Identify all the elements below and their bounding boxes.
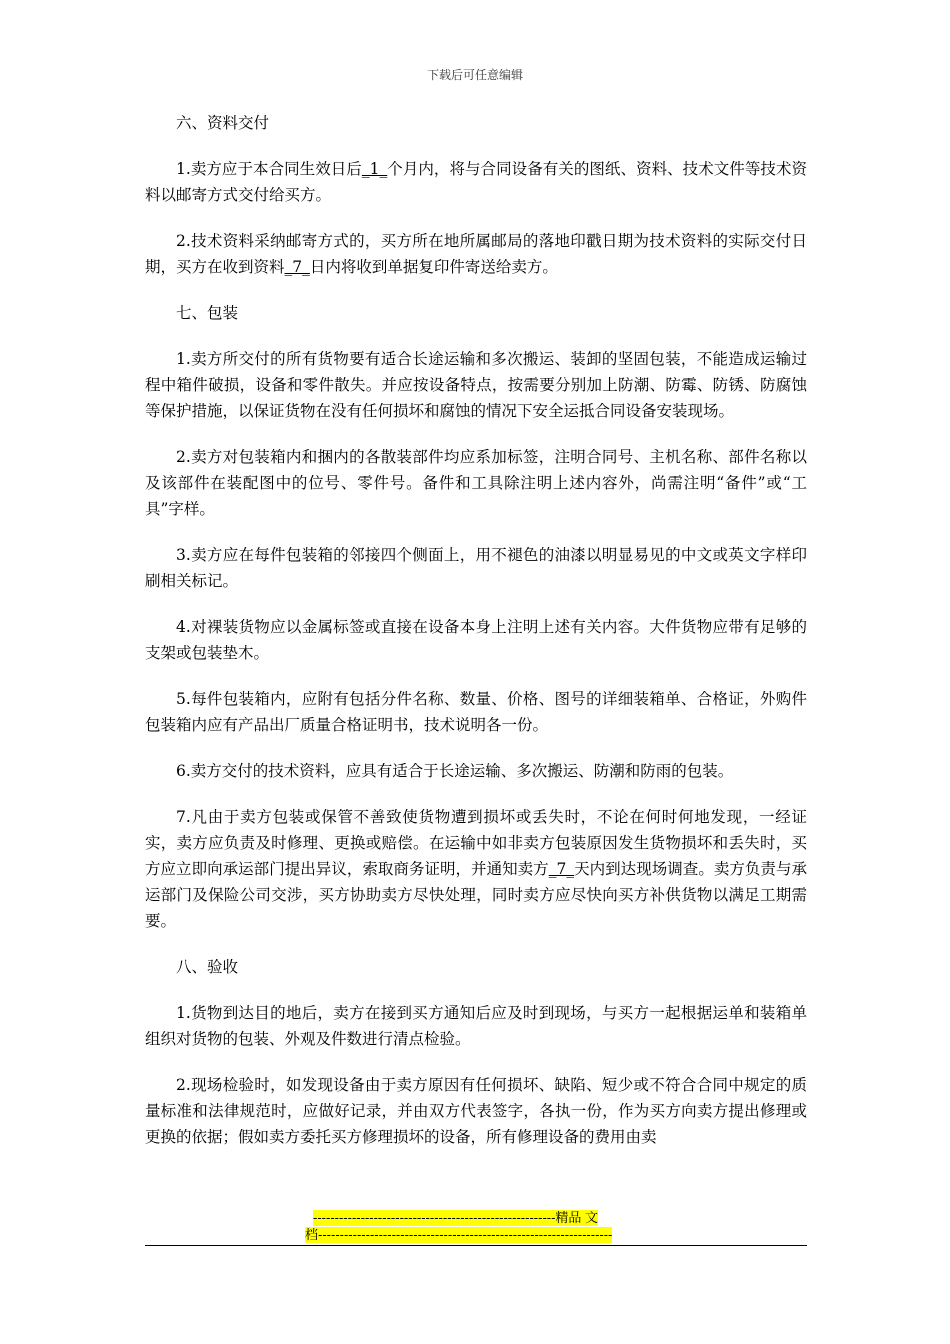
blank-days-7: _7_ bbox=[548, 860, 575, 878]
paragraph-7-7: 7.凡由于卖方包装或保管不善致使货物遭到损坏或丢失时，不论在何时何地发现，一经证实，卖方应负责及时修理、更换或赔偿。在运输中如非卖方包装原因发生货物损坏和丢失时，买方应立即向承运部门提出异议，索取商务证明，并通知卖方_7_天内到达现场调查。卖方负责与承运部门及保险公司交涉，买方协助卖方尽快处理，同时卖方应尽快向买方补供货物以满足工期需要。 bbox=[145, 808, 807, 930]
section-heading-6: 六、资料交付 bbox=[176, 114, 270, 132]
paragraph-7-1: 1.卖方所交付的所有货物要有适合长途运输和多次搬运、装卸的坚固包装，不能造成运输过程中箱件破损，设备和零件散失。并应按设备特点，按需要分别加上防潮、防霉、防锈、防腐蚀等保护措施，以保证货物在没有任何损坏和腐蚀的情况下安全运抵合同设备安装现场。 bbox=[145, 350, 807, 420]
blank-months: _1_ bbox=[361, 160, 388, 178]
paragraph-8-2: 2.现场检验时，如发现设备由于卖方原因有任何损坏、缺陷、短少或不符合合同中规定的质量标准和法律规范时，应做好记录，并由双方代表签字，各执一份，作为买方向卖方提出修理或更换的依据；假如卖方委托买方修理损坏的设备，所有修理设备的费用由卖 bbox=[145, 1076, 807, 1146]
footer-divider bbox=[145, 1245, 807, 1246]
blank-days: _7_ bbox=[284, 258, 310, 276]
section-heading-8: 八、验收 bbox=[176, 958, 239, 976]
paragraph-6-2: 2.技术资料采纳邮寄方式的，买方所在地所属邮局的落地印戳日期为技术资料的实际交付日期，买方在收到资料_7_日内将收到单据复印件寄送给卖方。 bbox=[145, 232, 807, 276]
paragraph-8-1: 1.货物到达目的地后，卖方在接到买方通知后应及时到现场，与买方一起根据运单和装箱单组织对货物的包装、外观及件数进行清点检验。 bbox=[145, 1004, 807, 1048]
paragraph-7-4: 4.对裸装货物应以金属标签或直接在设备本身上注明上述有关内容。大件货物应带有足够的支架或包装垫木。 bbox=[145, 618, 807, 662]
paragraph-7-2: 2.卖方对包装箱内和捆内的各散装部件均应系加标签，注明合同号、主机名称、部件名称以及该部件在装配图中的位号、零件号。备件和工具除注明上述内容外，尚需注明“备件”或“工具”字样。 bbox=[145, 448, 807, 518]
paragraph-7-6: 6.卖方交付的技术资料，应具有适合于长途运输、多次搬运、防潮和防雨的包装。 bbox=[176, 762, 734, 780]
document-body bbox=[145, 110, 807, 1170]
footer-watermark-line-1: --------------------------------------------------------精品 文 bbox=[313, 1210, 599, 1225]
section-heading-7: 七、包装 bbox=[176, 304, 239, 322]
page-header: 下载后可任意编辑 bbox=[426, 68, 523, 82]
paragraph-7-5: 5.每件包装箱内，应附有包括分件名称、数量、价格、图号的详细装箱单、合格证，外购件包装箱内应有产品出厂质量合格证明书，技术说明各一份。 bbox=[145, 690, 807, 734]
footer-watermark-line-2: 档-------------------------------------------------------------------- bbox=[305, 1227, 613, 1242]
paragraph-7-3: 3.卖方应在每件包装箱的邻接四个侧面上，用不褪色的油漆以明显易见的中文或英文字样印刷相关标记。 bbox=[145, 546, 807, 590]
paragraph-6-1: 1.卖方应于本合同生效日后_1_个月内，将与合同设备有关的图纸、资料、技术文件等技术资料以邮寄方式交付给买方。 bbox=[145, 160, 807, 204]
